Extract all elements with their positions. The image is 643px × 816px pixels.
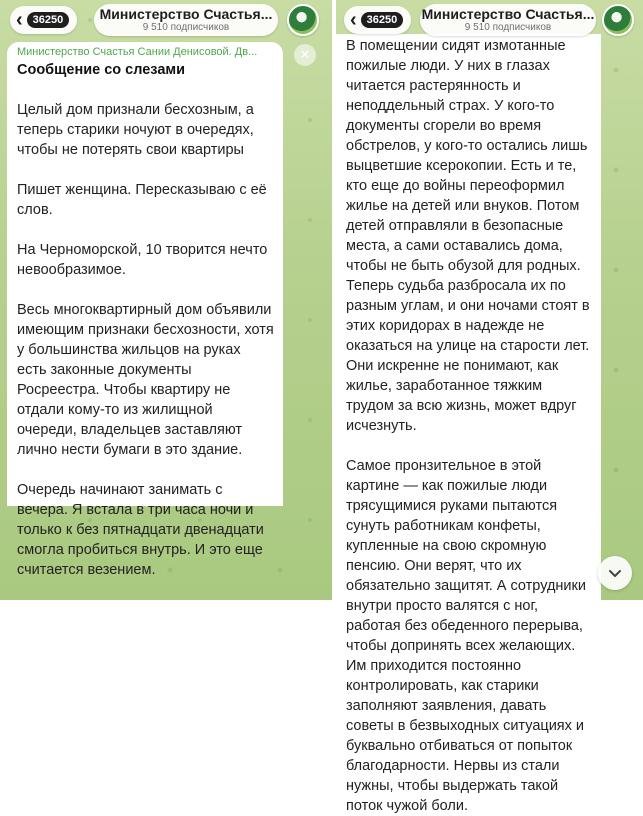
message-paragraph: Очередь начинают занимать с вечера. Я встала в три часа ночи и только к без пятнадцати двенадцати смогла пробиться внутрь. И это еще считается везением.	[17, 482, 264, 578]
unread-count-badge: 36250	[361, 12, 404, 28]
message-paragraph: Самое пронзительное в этой картине — как пожилые люди трясущимися руками пытаются сунуть работникам конфеты, купленные на свою скромную пенсию. Они верят, что их обязательно защитят. А сотрудники внутри просто валятся с ног, работая без обеденного перерыва, чтобы допринять всех желающих. Им приходится постоянно контролировать, как старики заполняют заявления, давать советы в безвыходных ситуациях и буквально отбиваться от попыток благодарности. Нервы из стали нужны, чтобы выдержать такой поток чужой боли.	[346, 458, 586, 814]
channel-avatar[interactable]	[602, 4, 634, 36]
subscriber-count: 9 510 подписчиков	[142, 22, 230, 33]
subscriber-count: 9 510 подписчиков	[464, 22, 552, 33]
chat-header	[336, 0, 643, 42]
unread-count-badge: 36250	[27, 12, 70, 28]
chat-screen-right	[336, 0, 643, 814]
message-paragraph: Весь многоквартирный дом объявили имеющим признаки бесхозности, хотя у большинства жильцов на руках есть законные документы Росреестра. Чтобы квартиру не отдали кому-то из жилищной очереди, владельцев заставляют лично нести бумаги в это здание.	[17, 302, 274, 458]
chevron-down-icon	[607, 565, 623, 581]
message-paragraph: Целый дом признали бесхозным, а теперь старики ночуют в очередях, чтобы не потерять свои квартиры	[17, 102, 254, 158]
chevron-left-icon: ‹	[16, 9, 23, 31]
forwarded-from-label[interactable]: Министерство Счастья Сании Денисовой. Дв...	[17, 46, 258, 58]
channel-title: Министерство Счастья...	[421, 6, 595, 22]
channel-avatar[interactable]	[287, 4, 319, 36]
channel-title-pill[interactable]	[94, 4, 278, 36]
message-title: Сообщение со слезами	[17, 62, 186, 78]
message-paragraph: В помещении сидят измотанные пожилые люди. У них в глазах читается растерянность и неподдельный страх. У кого-то документы сгорели во время обстрелов, у кого-то остались лишь выцветшие ксерокопии. Есть и те, кто еще до войны переоформил жилье на детей или внуков. Потом детей отправляли в безопасные места, а сами оставались дома, чтобы не быть обузой для родных. Теперь судьба разбросала их по разным углам, и они ночами стоят в этих коридорах в надежде не оказаться на улице на старости лет. Они искренне не понимают, как жилье, заработанное тяжким трудом за всю жизнь, может вдруг исчезнуть.	[346, 38, 590, 434]
scroll-down-button[interactable]	[598, 556, 632, 590]
chevron-left-icon: ‹	[350, 9, 357, 31]
message-bubble	[336, 34, 601, 814]
chat-screen-left	[0, 0, 332, 600]
chat-header	[0, 0, 332, 42]
collapse-arrows-icon[interactable]: ✕	[294, 44, 316, 66]
back-button[interactable]	[344, 6, 411, 34]
channel-title: Министерство Счастья...	[99, 6, 273, 22]
channel-title-pill[interactable]	[420, 4, 596, 36]
message-bubble	[7, 42, 283, 578]
message-paragraph: Пишет женщина. Пересказываю с её слов.	[17, 182, 267, 218]
message-paragraph: На Черноморской, 10 творится нечто невообразимое.	[17, 242, 268, 278]
back-button[interactable]	[10, 6, 77, 34]
